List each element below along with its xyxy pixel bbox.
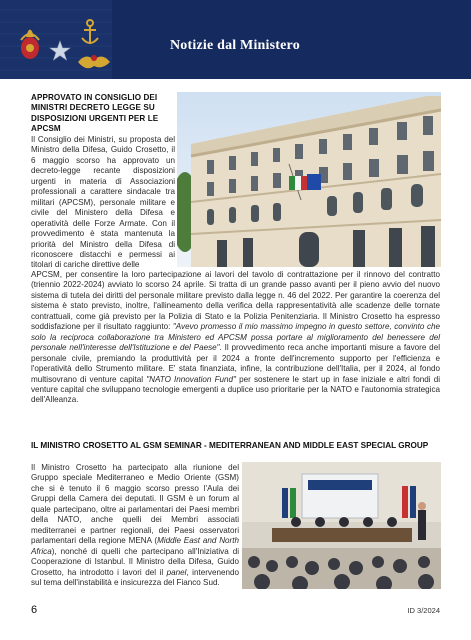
mena-expansion: Middle East and North Africa xyxy=(31,536,239,556)
page-header xyxy=(0,0,471,79)
article-2-body-part2: ), nonché di quelli che partecipano all'Iniziativa di Cooperazione di Istanbul. Il Ministro della Difesa, Guido Crosetto, ha introdotto i lavori del il xyxy=(31,546,239,577)
palazzo-photo xyxy=(177,92,441,267)
article-2-body-part1: Il Ministro Crosetto ha partecipato alla riunione del Gruppo speciale Mediterraneo e Medio Oriente (GSM) che si è tenuto il 6 maggio scorso presso l'Aula dei Gruppi della Camera dei deputati. Il GSM è un forum al quale partecipano, oltre ai parlamentari dei Paesi membri della NATO, anche quelli dei Membri associati mediterranei e partner regionali, dei Paesi osservatori parlamentari della regione MENA ( xyxy=(31,463,239,546)
section-title: Notizie dal Ministero xyxy=(170,38,300,53)
armed-forces-emblems xyxy=(0,0,112,79)
issue-number: ID 3/2024 xyxy=(407,606,440,615)
article-1-heading: APPROVATO IN CONSIGLIO DEI MINISTRI DECRETO LEGGE SU DISPOSIZIONI URGENTI PER LE APCSM xyxy=(31,93,159,133)
article-2-body-part3: , intervenendo sul tema dell'instabilità e insicurezza del Fianco Sud. xyxy=(31,567,239,587)
article-1-body-part3: per sostenere le start up in fase iniziale e altri fondi di venture capital che sviluppano tecnologie emergenti a duplice uso prioritarie per la NATO e l'autonomia strategica dell'Alleanza. xyxy=(31,374,440,405)
panel-word: panel xyxy=(166,567,187,577)
eagle-icon xyxy=(78,55,110,68)
seminar-photo xyxy=(242,462,441,589)
minister-quote: "Avevo promesso il mio massimo impegno in questo settore, convinto che solo la reciproca collaborazione tra Ministero ed APCSM possa portare al miglioramento del benessere del personale nell'interesse dell'Istituzione e del Paese" xyxy=(31,322,440,353)
article-1-body-part1: APCSM, per consentire la loro partecipazione ai lavori del tavolo di contrattazione per il rinnovo del contratto (triennio 2022-2024) avviato lo scorso 24 aprile. Si tratta di un grande passo avanti per il pieno avvio del nuovo sistema di tutela dei diritti del personale militare previsto dalla legge n. 46 del 2022. Per garantire la coerenza del sistema è stato previsto, inoltre, l'allineamento della verifica della rappresentatività alle scadenze delle tornate contrattuali, come già previsto per la Polizia di Stato e la Polizia Penitenziaria. Il Ministro Crosetto ha espresso soddisfazione per il risultato raggiunto: xyxy=(31,270,440,332)
article-2-heading: IL MINISTRO CROSETTO AL GSM SEMINAR - MEDITERRANEAN AND MIDDLE EAST SPECIAL GROUP xyxy=(31,441,429,450)
page-number: 6 xyxy=(31,604,38,616)
star-icon xyxy=(50,41,70,60)
article-1-body-part2: . Il provvedimento reca anche importanti misure a favore del personale civile, premiando la produttività per il 2024 a fronte dell'incremento supporto per l'efficienza e l'operatività dello Strumento militare. E' stata finanziata, infine, la contribuzione dell'Italia, per il 2024, al fondo multisovrano di venture capital xyxy=(31,343,440,384)
anchor-icon xyxy=(82,20,98,44)
article-2-body xyxy=(31,463,239,588)
article-1-body xyxy=(31,270,440,406)
article-1-body-intro: Il Consiglio dei Ministri, su proposta del Ministro della Difesa, Guido Crosetto, il 6 maggio scorso ha approvato un decreto-legge recante disposizioni urgenti in materia di Associazioni professionali a carattere sindacale tra militari (APCSM), personale militare e civile del Ministero della Difesa e operatività delle Forze Armate. Con il provvedimento è stata mantenuta la priorità del Ministro della Difesa di riconoscere distacchi e permessi ai titolari di cariche direttive delle xyxy=(31,135,175,270)
nato-fund-name: "NATO Innovation Fund" xyxy=(146,374,236,384)
